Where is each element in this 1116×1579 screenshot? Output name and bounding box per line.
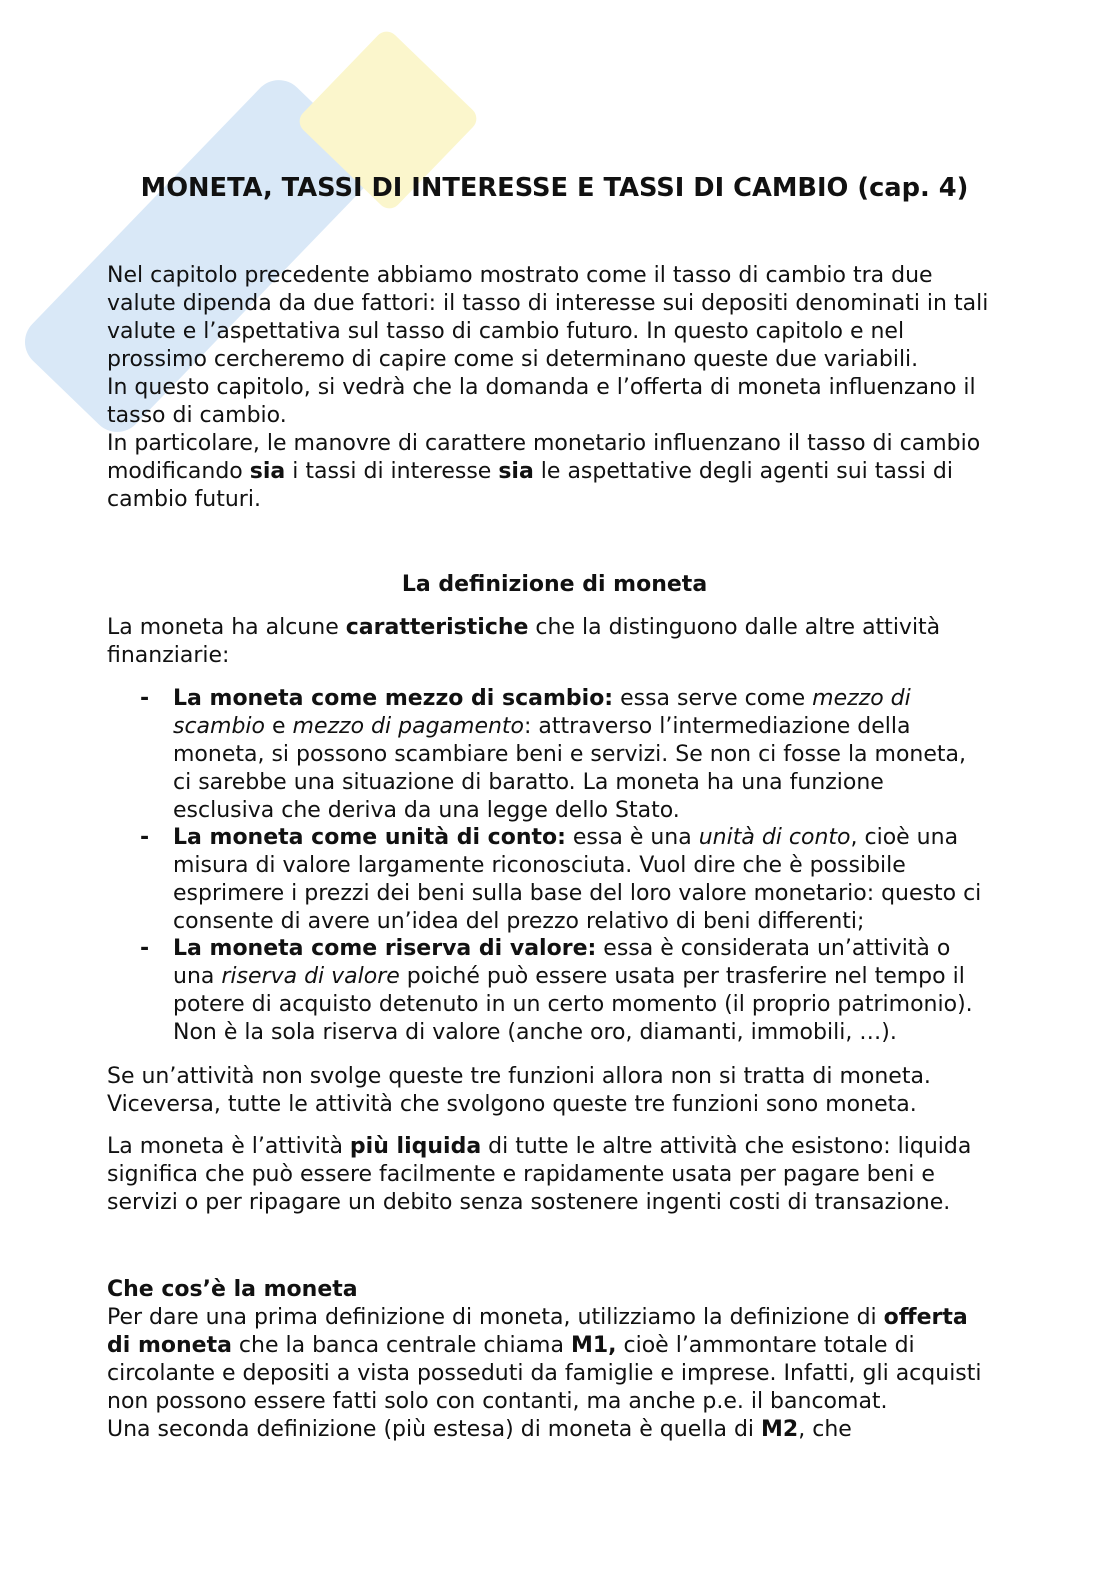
text-line [107,1416,1002,1444]
text-line: misura di valore largamente riconosciuta. Vuol dire che è possibile [173,853,906,878]
text-line: esclusiva che deriva da una legge dello Stato. [173,798,680,823]
text-run: , che [798,1417,852,1442]
bullet-marker: - [140,686,150,711]
text-line: non possono essere fatti solo con contanti, ma anche p.e. il bancomat. [107,1389,888,1414]
text-run: Una seconda definizione (più estesa) di moneta è quella di [107,1417,762,1442]
text-line: esprimere i prezzi dei beni sulla base del loro valore monetario: questo ci [173,881,982,906]
text-line [173,963,1002,991]
text-line: tasso di cambio. [107,403,287,428]
bold-text: M1, [570,1333,617,1358]
bullet-item-store-of-value [107,935,1002,1047]
text-run: i tassi di interesse [285,459,499,484]
intro-paragraph [107,262,1002,514]
text-run: , cioè una [850,825,959,850]
text-line [173,713,1002,741]
functions-note-paragraph [107,1063,1002,1119]
text-line: consente di avere un’idea del prezzo relativo di beni differenti; [173,909,865,934]
text-run: essa serve come [613,686,813,711]
text-line [107,1133,1002,1161]
text-run: le aspettative degli agenti sui tassi di [533,459,953,484]
italic-text: riserva di valore [221,964,400,989]
bullet-item-medium-of-exchange [107,685,1002,825]
text-run: modificando [107,459,250,484]
text-line: moneta, si possono scambiare beni e servizi. Se non ci fosse la moneta, [173,742,966,767]
what-is-money-paragraph [107,1304,1002,1444]
italic-text: mezzo di [812,686,911,711]
text-line: In particolare, le manovre di carattere monetario influenzano il tasso di cambio [107,431,981,456]
text-line [173,935,1002,963]
liquidity-note-paragraph [107,1133,1002,1217]
document-title: MONETA, TASSI DI INTERESSE E TASSI DI CAMBIO (cap. 4) [140,173,969,203]
bold-text: La moneta come mezzo di scambio: [173,686,614,711]
text-run: : attraverso l’intermediazione della [524,714,911,739]
text-run: che la distinguono dalle altre attività [528,615,941,640]
text-line: Nel capitolo precedente abbiamo mostrato come il tasso di cambio tra due [107,263,933,288]
text-line [107,1304,1002,1332]
definition-lead-paragraph [107,614,1002,670]
bullet-item-unit-of-account [107,824,1002,936]
text-run: essa è una [565,825,699,850]
bold-text: La moneta come unità di conto: [173,825,566,850]
text-run: una [173,964,222,989]
text-line: valute e l’aspettativa sul tasso di cambio futuro. In questo capitolo e nel [107,319,905,344]
text-line: cambio futuri. [107,487,261,512]
text-run: che la banca centrale chiama [231,1333,571,1358]
bullet-text [173,824,1002,936]
bold-text: offerta [883,1305,968,1330]
bold-text: più liquida [349,1134,482,1159]
text-line: potere di acquisto detenuto in un certo momento (il proprio patrimonio). [173,992,973,1017]
bold-text: caratteristiche [345,615,529,640]
text-line [107,1332,1002,1360]
bold-text: sia [498,459,534,484]
italic-text: mezzo di pagamento [292,714,525,739]
text-run: La moneta ha alcune [107,615,346,640]
text-line: circolante e depositi a vista posseduti da famiglie e imprese. Infatti, gli acquisti [107,1361,982,1386]
bullet-text [173,685,1002,825]
italic-text: unità di conto [698,825,851,850]
bold-text: La moneta come riserva di valore: [173,936,597,961]
text-line: significa che può essere facilmente e rapidamente usata per pagare beni e [107,1162,935,1187]
text-line: valute dipenda da due fattori: il tasso di interesse sui depositi denominati in tali [107,291,989,316]
bold-text: sia [249,459,286,484]
text-line: prossimo cercheremo di capire come si determinano queste due variabili. [107,347,919,372]
text-line [107,614,1002,642]
text-line: Se un’attività non svolge queste tre funzioni allora non si tratta di moneta. [107,1064,931,1089]
text-line [107,458,1002,486]
text-line: servizi o per ripagare un debito senza sostenere ingenti costi di transazione. [107,1190,951,1215]
text-run: essa è considerata un’attività o [596,936,951,961]
section-heading-definition: La definizione di moneta [401,572,708,597]
text-run: poiché può essere usata per trasferire nel tempo il [399,964,965,989]
bullet-marker: - [140,936,150,961]
text-line [173,824,1002,852]
text-run: cioè l’ammontare totale di [616,1333,915,1358]
text-line [173,685,1002,713]
text-line: In questo capitolo, si vedrà che la domanda e l’offerta di moneta influenzano il [107,375,976,400]
text-run: e [265,714,293,739]
text-line: finanziarie: [107,643,230,668]
section-heading-what-is-money: Che cos’è la moneta [107,1277,358,1302]
italic-text: scambio [173,714,266,739]
text-line: Non è la sola riserva di valore (anche oro, diamanti, immobili, …). [173,1020,897,1045]
text-run: Per dare una prima definizione di moneta, utilizziamo la definizione di [107,1305,884,1330]
bullet-marker: - [140,825,150,850]
text-run: La moneta è l’attività [107,1134,350,1159]
bold-text: di moneta [107,1333,232,1358]
text-run: di tutte le altre attività che esistono: liquida [481,1134,972,1159]
text-line: Viceversa, tutte le attività che svolgono queste tre funzioni sono moneta. [107,1092,917,1117]
bullet-text [173,935,1002,1047]
bold-text: M2 [761,1417,799,1442]
text-line: ci sarebbe una situazione di baratto. La moneta ha una funzione [173,770,884,795]
